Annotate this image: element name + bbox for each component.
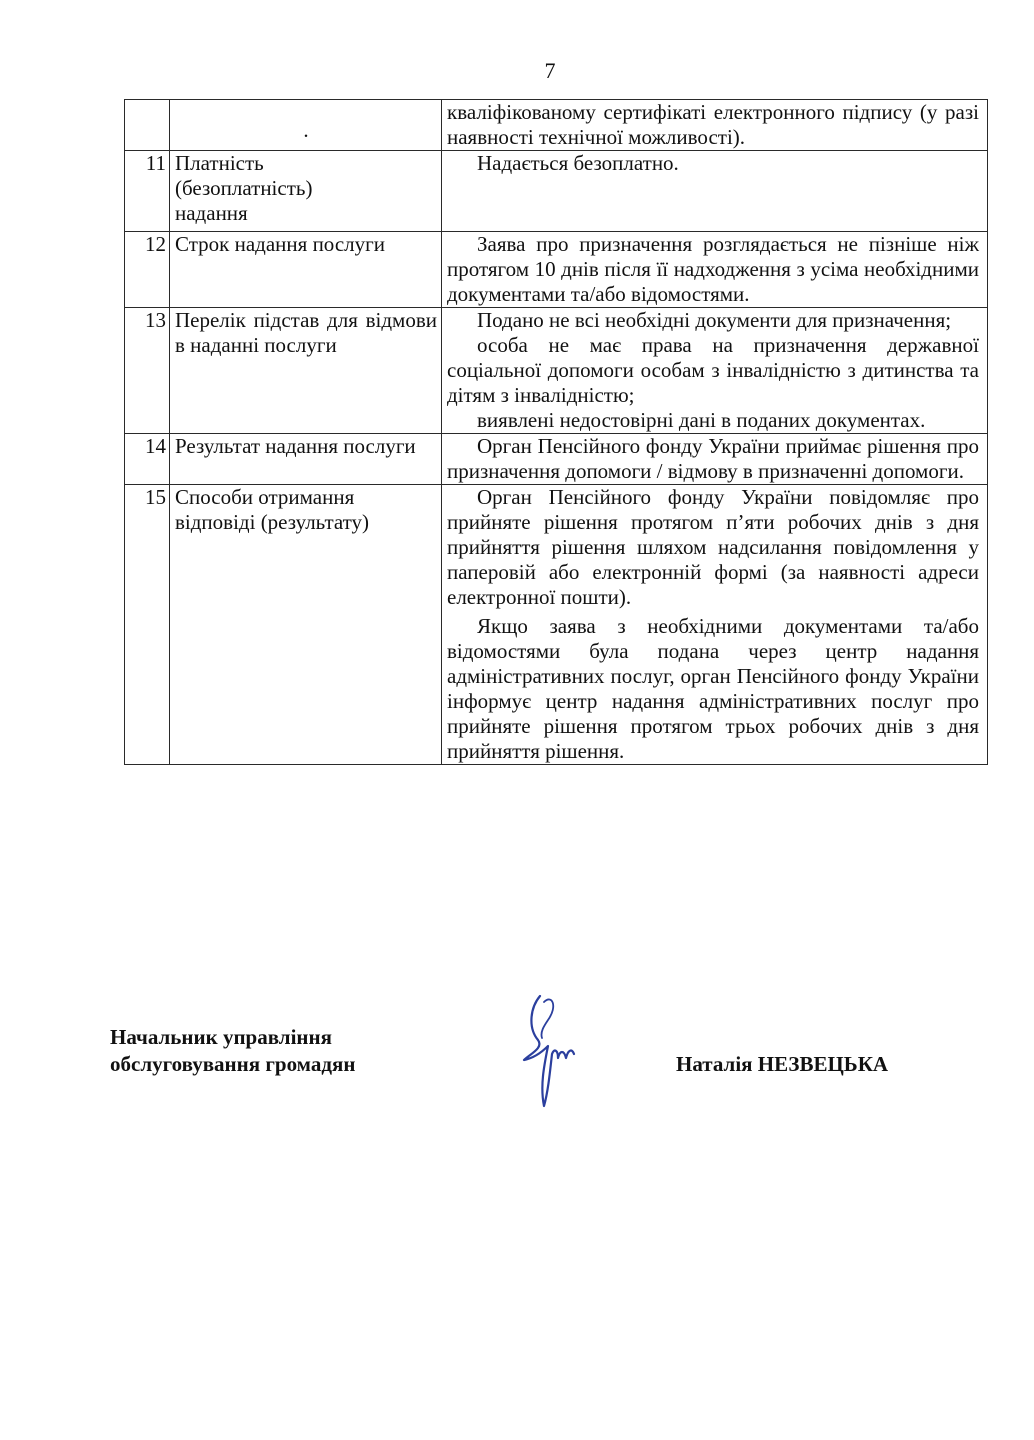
description-paragraph: Орган Пенсійного фонду України приймає рішення про призначення допомоги / відмову в призначенні допомоги. [447, 434, 979, 483]
row-name: Способи отримання відповіді (результату) [170, 485, 442, 765]
row-name: . [170, 100, 442, 151]
description-paragraph: Подано не всі необхідні документи для призначення; [477, 308, 952, 332]
row-name-text: Платність (безоплатність) надання [175, 151, 313, 225]
signatory-position [110, 1024, 355, 1078]
table-row [125, 151, 988, 232]
description-paragraph: виявлені недостовірні дані в поданих документах. [477, 408, 926, 432]
row-name: Строк надання послуги [170, 232, 442, 308]
table-row [125, 100, 988, 151]
service-info-table [124, 99, 988, 765]
row-description [442, 434, 988, 485]
signatory-position-line: Начальник управління [110, 1025, 332, 1049]
page-number: 7 [544, 58, 556, 83]
row-number [125, 100, 170, 151]
description-paragraph: кваліфікованому сертифікаті електронного підпису (у разі наявності технічної можливості). [447, 100, 979, 149]
description-paragraph: Надається безоплатно. [477, 151, 679, 175]
row-number: 12 [125, 232, 170, 308]
row-number: 11 [125, 151, 170, 232]
table-row [125, 308, 988, 434]
row-number: 14 [125, 434, 170, 485]
description-paragraph: Орган Пенсійного фонду України повідомляє про прийняте рішення протягом п’яти робочих днів з дня прийняття рішення шляхом надсилання повідомлення у паперовій або електронній формі (за наявності адреси електронної пошти). [447, 485, 979, 609]
row-description [442, 232, 988, 308]
signature-block [110, 1024, 930, 1124]
row-description [442, 308, 988, 434]
description-paragraph: Якщо заява з необхідними документами та/або відомостями була подана через центр надання адміністративних послуг, орган Пенсійного фонду України інформує центр надання адміністративних послуг про прийняте рішення протягом трьох робочих днів з дня прийняття рішення. [447, 614, 979, 763]
table-row [125, 232, 988, 308]
description-paragraph: особа не має права на призначення державної соціальної допомоги особам з інвалідністю з дитинства та дітям з інвалідністю; [447, 333, 979, 407]
row-description [442, 100, 988, 151]
table-row [125, 434, 988, 485]
row-name: Результат надання послуги [170, 434, 442, 485]
row-number: 13 [125, 308, 170, 434]
signatory-name: Наталія НЕЗВЕЦЬКА [676, 1052, 889, 1076]
handwritten-signature [500, 988, 590, 1118]
row-number: 15 [125, 485, 170, 765]
table-row [125, 485, 988, 765]
row-description [442, 151, 988, 232]
signatory-position-line: обслуговування громадян [110, 1052, 356, 1076]
row-description [442, 485, 988, 765]
row-name [170, 151, 442, 232]
description-paragraph: Заява про призначення розглядається не пізніше ніж протягом 10 днів після її надходження з усіма необхідними документами та/або відомостями. [447, 232, 979, 306]
row-name: Перелік підстав для відмови в наданні послуги [170, 308, 442, 434]
